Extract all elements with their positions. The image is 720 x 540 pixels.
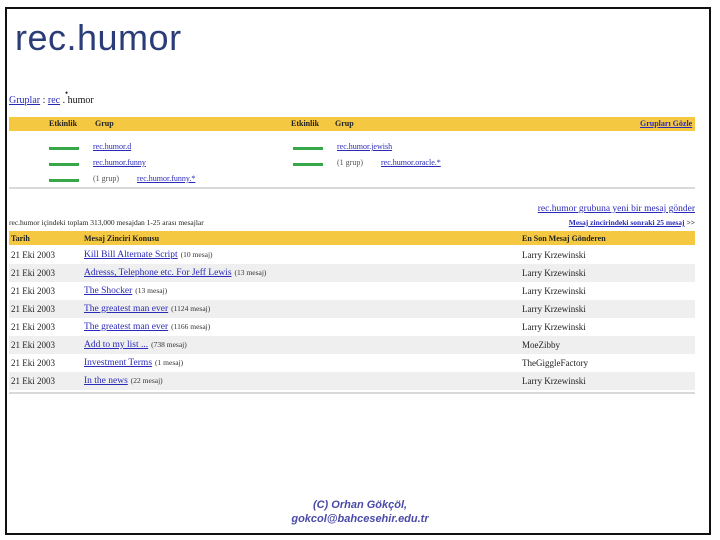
table-row (9, 336, 695, 354)
post-new-message-link[interactable]: rec.humor grubuna yeni bir mesaj gönder (537, 204, 695, 214)
activity-column-header: Etkinlik (49, 119, 78, 128)
row-date: 21 Eki 2003 (11, 250, 55, 260)
row-date: 21 Eki 2003 (11, 322, 55, 332)
group-column-header-2: Grup (335, 119, 354, 128)
breadcrumb-current: humor (67, 95, 94, 106)
table-row (9, 318, 695, 336)
date-column-header: Tarih (11, 234, 30, 243)
group-item (49, 174, 249, 186)
row-date: 21 Eki 2003 (11, 268, 55, 278)
thread-count: (1124 mesaj) (171, 304, 211, 313)
row-author: Larry Krzewinski (522, 268, 586, 278)
divider (9, 187, 695, 189)
thread-count: (10 mesaj) (180, 250, 213, 259)
thread-count: (13 mesaj) (135, 286, 168, 295)
table-row (9, 372, 695, 390)
next-page-nav (569, 218, 695, 227)
activity-bar (49, 179, 79, 182)
activity-bar (49, 163, 79, 166)
group-item (293, 158, 493, 170)
author-column-header: En Son Mesaj Gönderen (522, 234, 606, 243)
next-messages-link[interactable]: Mesaj zincirindeki sonraki 25 mesaj (568, 218, 685, 227)
thread-link[interactable]: Adresss, Telephone etc. For Jeff Lewis (84, 268, 232, 278)
breadcrumb-rec-link[interactable]: rec (47, 95, 61, 106)
row-date: 21 Eki 2003 (11, 304, 55, 314)
row-date: 21 Eki 2003 (11, 358, 55, 368)
activity-bar (293, 147, 323, 150)
groups-page-screenshot (9, 87, 695, 397)
slide-title: rec.humor (15, 17, 182, 58)
activity-column-header-2: Etkinlik (291, 119, 320, 128)
breadcrumb-groups-link[interactable]: Gruplar (9, 95, 41, 106)
row-author: TheGiggleFactory (522, 358, 588, 368)
groups-header-bar (9, 117, 695, 131)
table-row (9, 264, 695, 282)
activity-bar (49, 147, 79, 150)
group-link[interactable]: rec.humor.funny.* (137, 174, 196, 183)
message-range-info: rec.humor içindeki toplam 313,000 mesajdan 1-25 arası mesajlar (9, 218, 204, 227)
thread-link[interactable]: The greatest man ever (84, 322, 169, 332)
row-author: Larry Krzewinski (522, 304, 586, 314)
row-author: Larry Krzewinski (522, 322, 586, 332)
divider (9, 392, 695, 394)
row-author: MoeZibby (522, 340, 560, 350)
breadcrumb (9, 88, 94, 106)
activity-bar (293, 163, 323, 166)
thread-count: (1 mesaj) (155, 358, 184, 367)
row-author: Larry Krzewinski (522, 250, 586, 260)
next-arrow: >> (686, 218, 695, 227)
group-link[interactable]: rec.humor.jewish (337, 142, 393, 151)
table-row (9, 246, 695, 264)
group-link[interactable]: rec.humor.d (93, 142, 132, 151)
table-row (9, 300, 695, 318)
thread-link[interactable]: Kill Bill Alternate Script (84, 250, 178, 260)
thread-link[interactable]: The Shocker (84, 286, 133, 296)
thread-count: (1166 mesaj) (171, 322, 211, 331)
breadcrumb-marker: • (65, 88, 69, 98)
table-row (9, 282, 695, 300)
row-author: Larry Krzewinski (522, 286, 586, 296)
group-link[interactable]: rec.humor.oracle.* (381, 158, 441, 167)
thread-link[interactable]: The greatest man ever (84, 304, 169, 314)
row-date: 21 Eki 2003 (11, 340, 55, 350)
thread-link[interactable]: Investment Terms (84, 358, 153, 368)
row-author: Larry Krzewinski (522, 376, 586, 386)
breadcrumb-separator: : (40, 95, 48, 106)
credit-email: gokcol@bahcesehir.edu.tr (291, 513, 429, 525)
group-link[interactable]: rec.humor.funny (93, 158, 146, 167)
thread-link[interactable]: Add to my list ... (84, 340, 149, 350)
table-row (9, 354, 695, 372)
thread-link[interactable]: In the news (84, 376, 128, 386)
row-date: 21 Eki 2003 (11, 376, 55, 386)
subject-column-header: Mesaj Zinciri Konusu (84, 234, 160, 243)
credit-author: (C) Orhan Gökçöl, (312, 499, 408, 511)
row-date: 21 Eki 2003 (11, 286, 55, 296)
group-column-header: Grup (95, 119, 114, 128)
group-count: (1 grup) (337, 158, 363, 167)
group-count: (1 grup) (93, 174, 119, 183)
slide-frame (5, 7, 711, 535)
browse-groups-link[interactable]: Grupları Gözle (640, 119, 693, 128)
thread-count: (22 mesaj) (130, 376, 163, 385)
thread-count: (13 mesaj) (234, 268, 267, 277)
thread-table-header (9, 231, 695, 245)
breadcrumb-separator: . (60, 95, 68, 106)
thread-count: (738 mesaj) (151, 340, 187, 349)
